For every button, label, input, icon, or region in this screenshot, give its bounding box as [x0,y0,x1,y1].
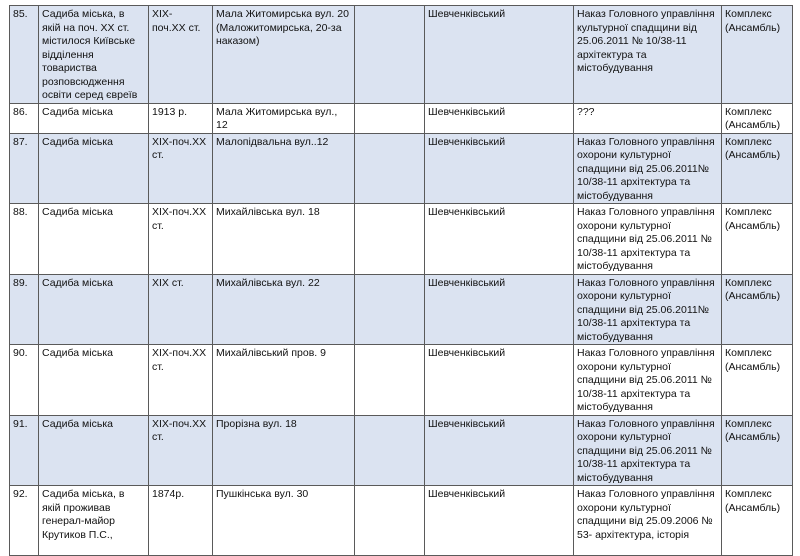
row-number: 85. [10,6,39,104]
table-row [10,103,793,133]
object-name: Садиба міська [39,204,149,275]
object-district: Шевченківський [425,133,574,204]
table-row [10,486,793,556]
object-date: ХІХ-поч.ХХ ст. [149,204,213,275]
empty-cell [355,204,425,275]
object-date: ХІХ ст. [149,274,213,345]
empty-cell [355,415,425,486]
object-type: Комплекс (Ансамбль) [722,103,793,133]
object-type: Комплекс (Ансамбль) [722,415,793,486]
object-address: Михайлівський пров. 9 [213,345,355,416]
object-type: Комплекс (Ансамбль) [722,133,793,204]
object-name: Садиба міська [39,345,149,416]
row-number: 92. [10,486,39,556]
empty-cell [355,486,425,556]
object-decree: Наказ Головного управління охорони культурної спадщини від 25.06.2011№ 10/38-11 архітектура та містобудування [574,133,722,204]
object-address: Михайлівська вул. 22 [213,274,355,345]
table-row [10,415,793,486]
object-type: Комплекс (Ансамбль) [722,345,793,416]
object-date: ХІХ-поч.ХХ ст. [149,345,213,416]
object-district: Шевченківський [425,274,574,345]
object-date: 1913 р. [149,103,213,133]
object-decree: Наказ Головного управління охорони культурної спадщини від 25.09.2006 № 53- архітектура, історія [574,486,722,556]
row-number: 88. [10,204,39,275]
table-row [10,345,793,416]
table-row [10,204,793,275]
object-address: Пушкінська вул. 30 [213,486,355,556]
object-date: 1874р. [149,486,213,556]
monuments-table [9,5,793,556]
row-number: 89. [10,274,39,345]
empty-cell [355,6,425,104]
object-decree: Наказ Головного управління охорони культурної спадщини від 25.06.2011№ 10/38-11 архітектура та містобудування [574,274,722,345]
object-district: Шевченківський [425,103,574,133]
row-number: 86. [10,103,39,133]
empty-cell [355,103,425,133]
object-name: Садиба міська [39,415,149,486]
empty-cell [355,274,425,345]
table-row [10,133,793,204]
object-name: Садиба міська [39,274,149,345]
object-decree: Наказ Головного управління культурної спадщини від 25.06.2011 № 10/38-11 архітектура та містобудування [574,6,722,104]
object-type: Комплекс (Ансамбль) [722,6,793,104]
object-decree: Наказ Головного управління охорони культурної спадщини від 25.06.2011 № 10/38-11 архітектура та містобудування [574,415,722,486]
object-type: Комплекс (Ансамбль) [722,274,793,345]
object-date: ХІХ-поч.ХХ ст. [149,133,213,204]
empty-cell [355,345,425,416]
object-name: Садиба міська, в якій проживав генерал-майор Крутиков П.С., [39,486,149,556]
table-row [10,274,793,345]
object-decree: Наказ Головного управління охорони культурної спадщини від 25.06.2011 № 10/38-11 архітектура та містобудування [574,204,722,275]
row-number: 87. [10,133,39,204]
object-name: Садиба міська [39,133,149,204]
object-district: Шевченківський [425,486,574,556]
object-decree: ??? [574,103,722,133]
object-address: Мала Житомирська вул. 20 (Маложитомирська, 20-за наказом) [213,6,355,104]
object-address: Прорізна вул. 18 [213,415,355,486]
table-row [10,6,793,104]
object-type: Комплекс (Ансамбль) [722,204,793,275]
object-name: Садиба міська [39,103,149,133]
object-type: Комплекс (Ансамбль) [722,486,793,556]
object-district: Шевченківський [425,345,574,416]
object-date: ХІХ-поч.ХХ ст. [149,415,213,486]
object-district: Шевченківський [425,204,574,275]
object-name: Садиба міська, в якій на поч. ХХ ст. містилося Київське відділення товариства розповсюдження освіти серед євреїв [39,6,149,104]
object-district: Шевченківський [425,415,574,486]
row-number: 90. [10,345,39,416]
empty-cell [355,133,425,204]
object-address: Михайлівська вул. 18 [213,204,355,275]
object-decree: Наказ Головного управління охорони культурної спадщини від 25.06.2011 № 10/38-11 архітектура та містобудування [574,345,722,416]
row-number: 91. [10,415,39,486]
object-district: Шевченківський [425,6,574,104]
object-address: Малопідвальна вул..12 [213,133,355,204]
object-address: Мала Житомирська вул., 12 [213,103,355,133]
object-date: ХІХ- поч.ХХ ст. [149,6,213,104]
